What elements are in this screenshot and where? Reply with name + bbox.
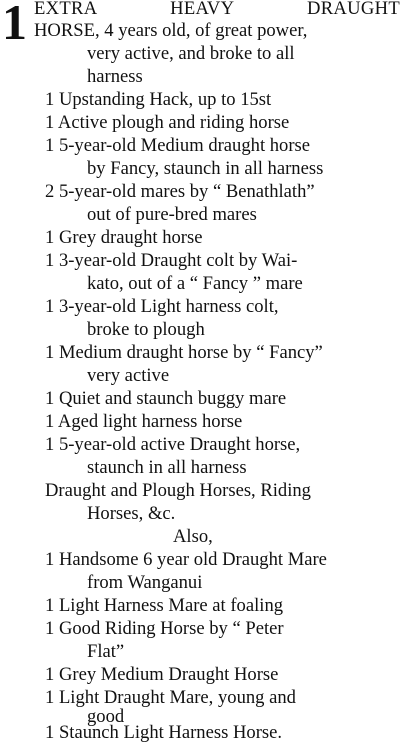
ad-line: 1 Upstanding Hack, up to 15st <box>45 89 272 110</box>
ad-line: kato, out of a “ Fancy ” mare <box>87 273 303 294</box>
ad-line: broke to plough <box>87 319 205 340</box>
ad-line: 1 Good Riding Horse by “ Peter <box>45 618 284 639</box>
ad-line: out of pure-bred mares <box>87 204 257 225</box>
ad-line: Flat” <box>87 641 125 662</box>
ad-line: 2 5-year-old mares by “ Benathlath” <box>45 181 315 202</box>
ad-line: 1 3-year-old Light harness colt, <box>45 296 279 317</box>
ad-line: harness <box>87 66 143 87</box>
ad-line: 1 5-year-old Medium draught horse <box>45 135 311 156</box>
ad-line: staunch in all harness <box>87 457 247 478</box>
ad-line: 1 Quiet and staunch buggy mare <box>45 388 287 409</box>
ad-line: 1 Aged light harness horse <box>45 411 243 432</box>
ad-line: 1 3-year-old Draught colt by Wai- <box>45 250 298 271</box>
lot-number: 1 <box>2 0 27 50</box>
ad-line: from Wanganui <box>87 572 203 593</box>
ad-line: very active, and broke to all <box>87 43 295 64</box>
ad-line: 1 Medium draught horse by “ Fancy” <box>45 342 323 363</box>
ad-line: 1 Staunch Light Harness Horse. <box>45 722 283 743</box>
ad-line: good <box>87 706 125 727</box>
ad-line: 1 Grey draught horse <box>45 227 203 248</box>
ad-line: 1 Active plough and riding horse <box>45 112 290 133</box>
ad-line: 1 Light Draught Mare, young and <box>45 687 296 708</box>
ad-line: 1 Grey Medium Draught Horse <box>45 664 279 685</box>
ad-line: 1 5-year-old active Draught horse, <box>45 434 301 455</box>
ad-line-word: HEAVY <box>170 0 235 19</box>
ad-line: Horses, &c. <box>87 503 176 524</box>
ad-line: Draught and Plough Horses, Riding <box>45 480 311 501</box>
ad-line-word: DRAUGHT <box>307 0 400 19</box>
ad-line-word: EXTRA <box>34 0 98 19</box>
ad-line: 1 Handsome 6 year old Draught Mare <box>45 549 327 570</box>
ad-line: by Fancy, staunch in all harness <box>87 158 324 179</box>
ad-line: Also, <box>173 526 213 547</box>
ad-line: 1 Light Harness Mare at foaling <box>45 595 284 616</box>
ad-line: very active <box>87 365 170 386</box>
ad-line <box>34 0 400 21</box>
ad-line: HORSE, 4 years old, of great power, <box>34 20 308 41</box>
